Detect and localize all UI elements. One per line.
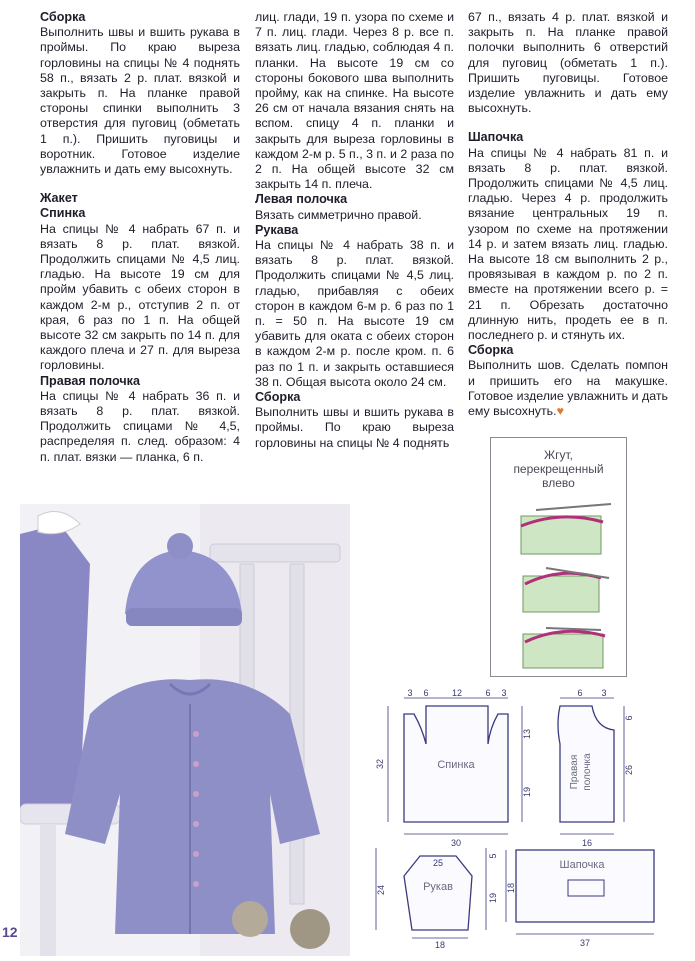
pattern-schemes [370, 684, 680, 954]
assembly-text-3-body: Выполнить шов. Сделать помпон и пришить его на макушке. Готовое изделие увлажнить и дать ему высохнуть. [468, 358, 668, 419]
back-scheme [375, 688, 532, 848]
hat-scheme [506, 850, 654, 948]
sleeve-top-dim: 25 [432, 858, 444, 868]
front-right-top-dim: 6 [624, 715, 634, 721]
front-top-dim-1: 6 [577, 688, 583, 698]
front-label-line-1: Правая [569, 754, 580, 790]
sleeve-right-lower-dim: 19 [488, 892, 498, 904]
assembly-heading-2: Сборка [255, 390, 301, 405]
front-bottom-dim: 16 [581, 838, 593, 848]
back-right-lower-dim: 19 [522, 786, 532, 798]
back-right-upper-dim: 13 [522, 728, 532, 740]
left-front-heading: Левая полочка [255, 192, 348, 207]
back-top-dim-2: 6 [423, 688, 429, 698]
heart-icon: ♥ [556, 404, 564, 419]
back-label: Спинка [437, 759, 475, 771]
sleeve-bottom-dim: 18 [434, 940, 446, 950]
chair-backrest [210, 544, 340, 562]
back-top-dim-1: 3 [407, 688, 413, 698]
assembly-heading: Сборка [40, 10, 86, 24]
sleeve-left-dim: 24 [376, 884, 386, 896]
back-bottom-dim: 30 [450, 838, 462, 848]
hat-bottom-dim: 37 [579, 938, 591, 948]
front-label-line-2: полочка [582, 753, 593, 791]
stitch-title-line-3: влево [542, 476, 575, 490]
back-top-dim-3: 12 [451, 688, 463, 698]
page-number: 12 [2, 924, 18, 940]
stitch-title-line-2: перекрещенный [513, 462, 604, 476]
sleeves-heading: Рукава [255, 222, 299, 237]
back-text: На спицы № 4 набрать 67 п. и вязать 8 р. плат. вязкой. Продолжить спицами № 4,5 лиц. гладью. На высоте 19 см для пройм убавить с обеих сторон в каждом 2-м р., отступив 2 п. от края, 6 раз по 1 п. На общей высоте 32 см закрыть по 14 п. для каждого плеча и 27 п. для выреза горловины. [40, 221, 240, 373]
stitch-step-1 [521, 504, 611, 554]
assembly-text-3 [468, 358, 668, 419]
back-top-dim-5: 3 [501, 688, 507, 698]
assembly-heading-3: Сборка [468, 343, 514, 358]
assembly-continued: 67 п., вязать 4 р. плат. вязкой и закрыть п. На планке правой полочки выполнить 6 отверстий для пуговиц (обметать 1 п.). Пришить пуговицы. Готовое изделие увлажнить и дать ему высохнуть. [468, 10, 668, 116]
hat-label: Шапочка [559, 859, 605, 871]
front-top-dim-2: 3 [601, 688, 607, 698]
hat-text: На спицы № 4 набрать 81 п. и вязать 8 р. плат. вязкой. Продолжить спицами № 4,5 лиц. гладью. Через 4 р. продолжить вязание центральных 19 п. узором по схеме на протяжении 14 р. и затем вязать лиц. гладью. На высоте 18 см выполнить 2 р., провязывая в каждом р. по 2 п. вместе на протяжении всего р. = 21 п. Обрезать достаточно длинную нить, продеть ее в п. последнего р. и стянуть их. [468, 145, 668, 343]
stitch-step-2 [523, 568, 609, 612]
text-column-3 [468, 10, 668, 419]
jacket-heading: Жакет [40, 191, 78, 206]
stitch-illustration-box [490, 437, 627, 677]
right-front-text: На спицы № 4 набрать 36 п. и вязать 8 р. плат. вязкой. Продолжить спицами № 4,5, распределяя п. след. образом: 4 п. плат. вязки — планка, 6 п. [40, 388, 240, 464]
stitch-step-3 [523, 628, 605, 668]
sleeve-scheme [376, 848, 498, 950]
stitch-drawings [491, 438, 626, 676]
right-front-heading: Правая полочка [40, 373, 140, 388]
text-column-1 [40, 10, 240, 465]
right-front-continued: лиц. глади, 19 п. узора по схеме и 7 п. лиц. глади. Через 8 р. все п. вязать лиц. гладью, соблюдая 4 п. планки. На высоте 19 см со стороны бокового шва выполнить пройму, как на спинке. На высоте 26 см от начала вязания снять на вспом. спицу 4 п. планки и закрыть для выреза горловины в каждом 2-м р. 5 п., 3 п. и 2 раза по 2 п. На общей высоте 32 см закрыть 14 п. плеча. [255, 10, 454, 192]
product-photo [20, 504, 350, 956]
sleeves-text: На спицы № 4 набрать 38 п. и вязать 8 р. плат. вязкой. Продолжить спицами № 4,5 лиц. гладью, прибавляя с обеих сторон в каждом 6-м р. 6 раз по 1 п. = 50 п. На высоте 19 см убавить для оката с обеих сторон в каждом 2-м р. после кром. п. 6 раз по 1 п. и закрыть оставшиеся 38 п. Общая высота около 24 см. [255, 238, 454, 389]
hat-left-dim: 18 [506, 882, 516, 894]
front-scheme [558, 688, 634, 848]
sleeve-label: Рукав [423, 881, 453, 893]
back-left-dim: 32 [375, 758, 385, 770]
sleeve-right-top-dim: 5 [488, 853, 498, 859]
back-top-dim-4: 6 [485, 688, 491, 698]
stitch-title-line-1: Жгут, [544, 448, 573, 462]
left-front-text: Вязать симметрично правой. [255, 207, 422, 222]
hat-heading: Шапочка [468, 130, 524, 145]
assembly-text: Выполнить швы и вшить рукава в проймы. По краю выреза горловины на спицы № 4 поднять 58 п., вязать 2 р. плат. вязкой и закрыть п. На планке правой стороны спинки выполнить 3 отверстия для пуговиц (обметать 1 п.). Пришить пуговицы и воротник. Готовое изделие увлажнить и дать ему высохнуть. [40, 25, 240, 177]
front-right-total-dim: 26 [624, 764, 634, 776]
text-column-2 [255, 10, 454, 451]
back-heading: Спинка [40, 206, 86, 221]
assembly-text-2: Выполнить швы и вшить рукава в проймы. По краю выреза горловины на спицы № 4 поднять [255, 405, 454, 450]
